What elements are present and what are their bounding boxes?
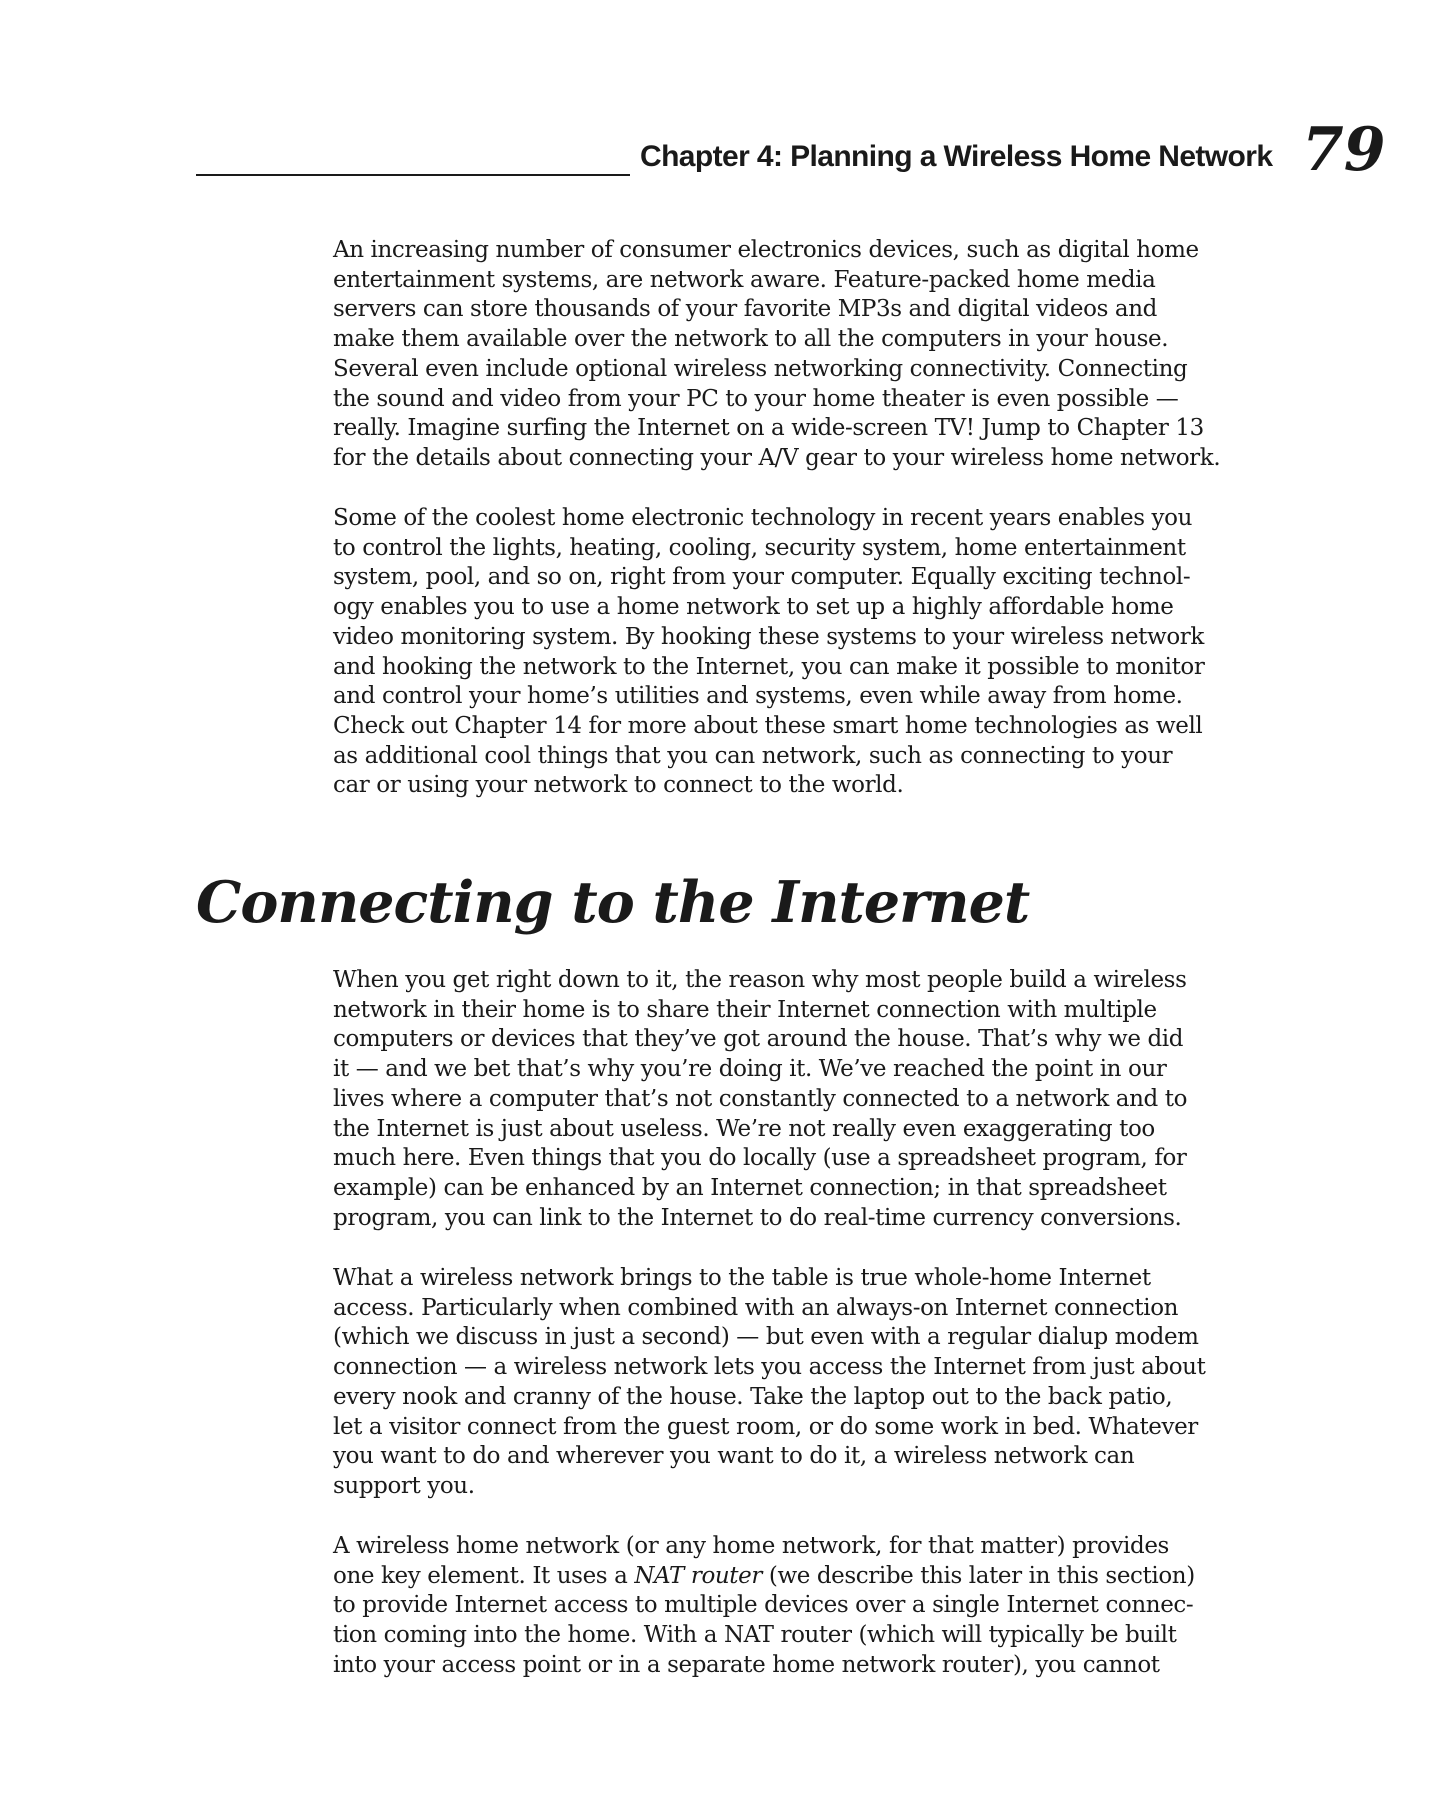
text-line: A wireless home network (or any home network, for that matter) provides: [333, 1533, 1169, 1559]
text-line: to control the lights, heating, cooling, security system, home entertainment: [333, 534, 1186, 561]
text-line: Several even include optional wireless networking connectivity. Connecting: [333, 355, 1188, 382]
paragraph-why-wireless: [333, 966, 1263, 1233]
text-line: car or using your network to connect to the world.: [333, 772, 904, 799]
text-line: Some of the coolest home electronic technology in recent years enables you: [333, 505, 1192, 531]
paragraph-media-servers: [333, 236, 1263, 474]
text-line: as additional cool things that you can network, such as connecting to your: [333, 742, 1173, 769]
text-segment: (we describe this later in this section): [761, 1562, 1195, 1589]
text-line: and control your home’s utilities and systems, even while away from home.: [333, 683, 1183, 710]
text-line: ogy enables you to use a home network to set up a highly affordable home: [333, 594, 1174, 621]
text-line: program, you can link to the Internet to do real-time currency conversions.: [333, 1204, 1182, 1231]
text-line: entertainment systems, are network aware. Feature-packed home media: [333, 266, 1156, 293]
text-line: it — and we bet that’s why you’re doing it. We’ve reached the point in our: [333, 1056, 1167, 1083]
text-line: much here. Even things that you do locally (use a spreadsheet program, for: [333, 1145, 1187, 1172]
text-line: example) can be enhanced by an Internet connection; in that spreadsheet: [333, 1174, 1167, 1201]
text-line: the sound and video from your PC to your home theater is even possible —: [333, 385, 1179, 412]
text-line: computers or devices that they’ve got around the house. That’s why we did: [333, 1026, 1184, 1053]
text-line: tion coming into the home. With a NAT router (which will typically be built: [333, 1622, 1177, 1649]
text-line: let a visitor connect from the guest room, or do some work in bed. Whatever: [333, 1413, 1198, 1440]
text-line: (which we discuss in just a second) — but even with a regular dialup modem: [333, 1324, 1199, 1351]
text-line: into your access point or in a separate home network router), you cannot: [333, 1651, 1160, 1678]
section-heading: Connecting to the Internet: [196, 869, 1030, 936]
header-rule: [196, 174, 630, 176]
text-line: connection — a wireless network lets you access the Internet from just about: [333, 1354, 1206, 1381]
text-line: An increasing number of consumer electronics devices, such as digital home: [333, 237, 1199, 263]
text-line: the Internet is just about useless. We’re not really even exaggerating too: [333, 1115, 1155, 1142]
text-line: network in their home is to share their Internet connection with multiple: [333, 996, 1157, 1023]
running-head: Chapter 4: Planning a Wireless Home Network: [640, 140, 1273, 173]
page-number: 79: [1302, 115, 1386, 185]
text-line: and hooking the network to the Internet, you can make it possible to monitor: [333, 653, 1205, 680]
paragraph-nat-router: [333, 1532, 1263, 1681]
text-line: lives where a computer that’s not constantly connected to a network and to: [333, 1085, 1188, 1112]
paragraph-smart-home: [333, 504, 1263, 801]
text-line: system, pool, and so on, right from your computer. Equally exciting technol-: [333, 564, 1191, 591]
text-line: servers can store thousands of your favorite MP3s and digital videos and: [333, 296, 1157, 323]
text-line: When you get right down to it, the reason why most people build a wireless: [333, 967, 1187, 993]
text-line: [333, 1562, 1263, 1592]
text-segment: one key element. It uses a: [333, 1562, 635, 1589]
text-line: Check out Chapter 14 for more about these smart home technologies as well: [333, 712, 1203, 739]
paragraph-whole-home-access: [333, 1264, 1263, 1502]
text-line: video monitoring system. By hooking these systems to your wireless network: [333, 623, 1204, 650]
text-line: access. Particularly when combined with an always-on Internet connection: [333, 1294, 1179, 1321]
text-line: to provide Internet access to multiple devices over a single Internet connec-: [333, 1592, 1194, 1619]
text-line: every nook and cranny of the house. Take the laptop out to the back patio,: [333, 1383, 1173, 1410]
text-line: support you.: [333, 1472, 475, 1499]
text-line: you want to do and wherever you want to do it, a wireless network can: [333, 1443, 1135, 1470]
text-line: for the details about connecting your A/V gear to your wireless home network.: [333, 444, 1221, 471]
nat-router-term: NAT router: [634, 1562, 762, 1589]
text-line: make them available over the network to all the computers in your house.: [333, 326, 1169, 353]
text-line: What a wireless network brings to the table is true whole-home Internet: [333, 1265, 1151, 1291]
text-line: really. Imagine surfing the Internet on a wide-screen TV! Jump to Chapter 13: [333, 415, 1204, 442]
